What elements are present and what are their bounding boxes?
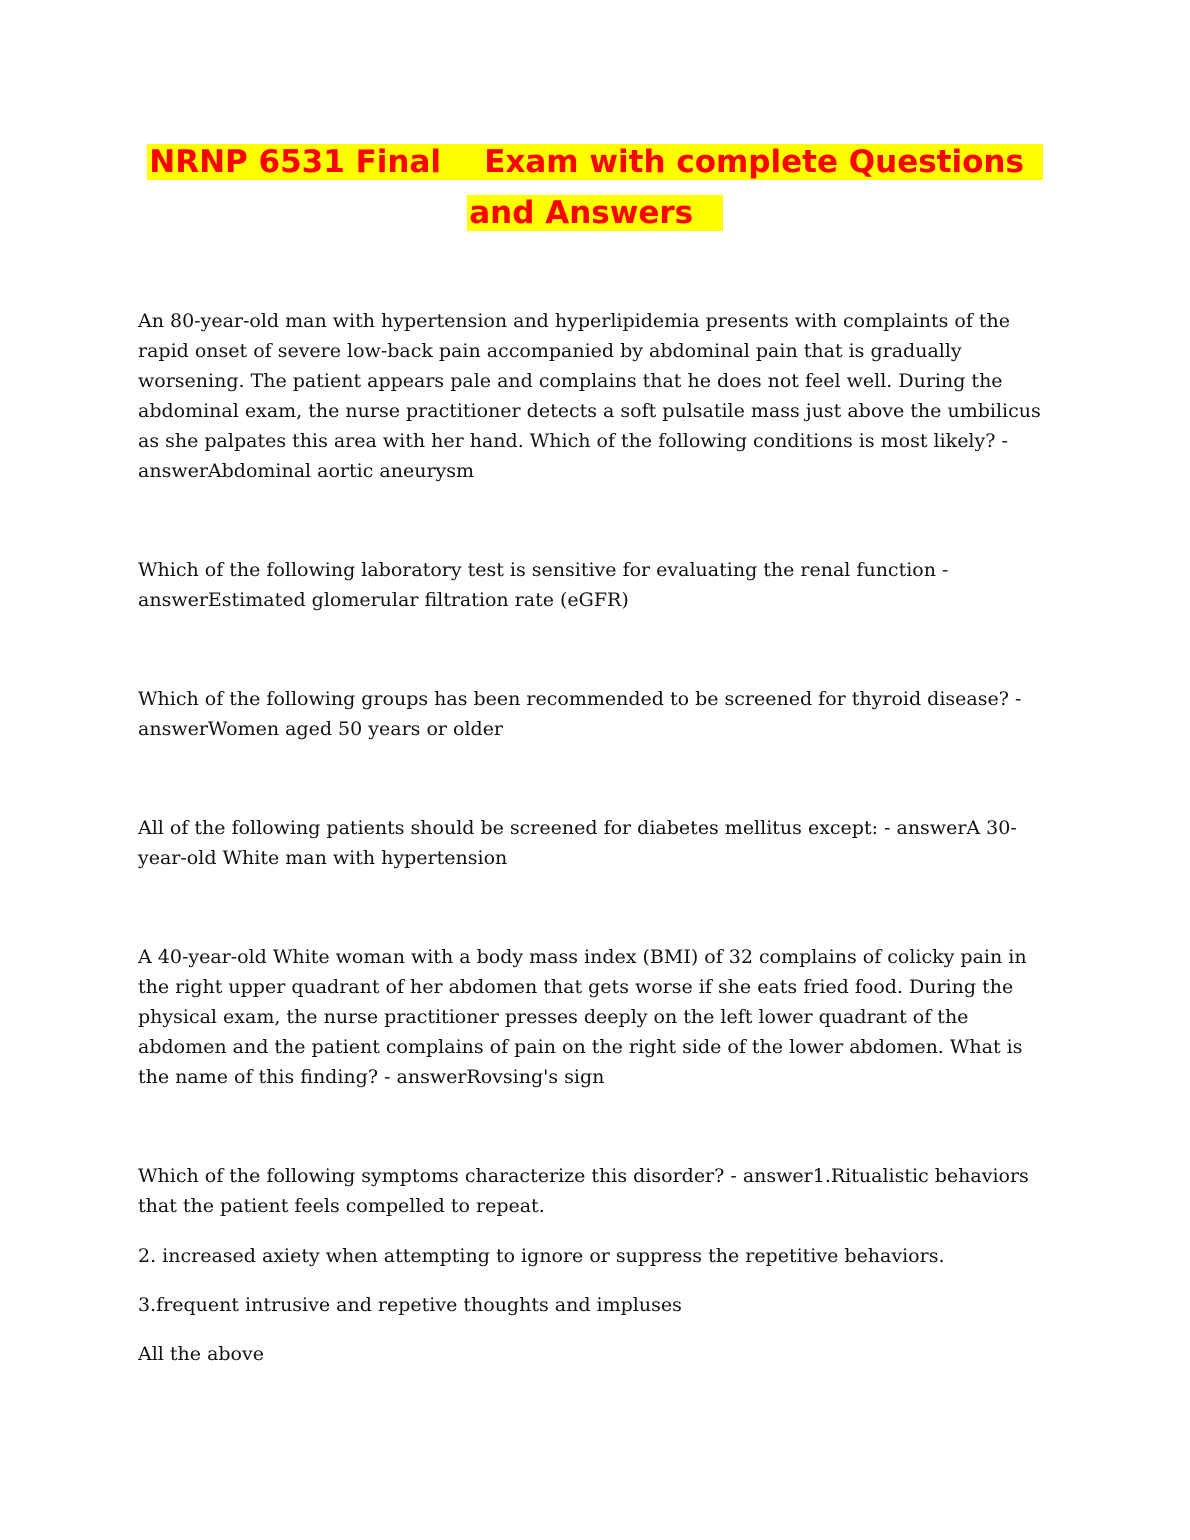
question-4: All of the following patients should be screened for diabetes mellitus except: - answerA 30-year-old White man with hypertension <box>138 817 1017 869</box>
title-line-2 <box>0 188 1190 239</box>
title-highlight-2: and Answers <box>467 195 722 231</box>
title-highlight-1: NRNP 6531 Final Exam with complete Questions <box>147 144 1042 180</box>
answer-list-item-3: 3.frequent intrusive and repetive thoughts and impluses <box>138 1294 682 1316</box>
question-5: A 40-year-old White woman with a body mass index (BMI) of 32 complains of colicky pain in the right upper quadrant of her abdomen that gets worse if she eats fried food. During the physical exam, the nurse practitioner presses deeply on the left lower quadrant of the abdomen and the patient complains of pain on the right side of the lower abdomen. What is the name of this finding? - answerRovsing's sign <box>138 946 1027 1088</box>
question-1: An 80-year-old man with hypertension and hyperlipidemia presents with complaints of the rapid onset of severe low-back pain accompanied by abdominal pain that is gradually worsening. The patient appears pale and complains that he does not feel well. During the abdominal exam, the nurse practitioner detects a soft pulsatile mass just above the umbilicus as she palpates this area with her hand. Which of the following conditions is most likely? - answerAbdominal aortic aneurysm <box>138 310 1041 482</box>
document-title <box>0 137 1190 239</box>
question-2: Which of the following laboratory test is sensitive for evaluating the renal function - answerEstimated glomerular filtration rate (eGFR) <box>138 559 949 611</box>
answer-list-item-2: 2. increased axiety when attempting to ignore or suppress the repetitive behaviors. <box>138 1245 945 1267</box>
question-3: Which of the following groups has been recommended to be screened for thyroid disease? - answerWomen aged 50 years or older <box>138 688 1022 740</box>
title-line-1 <box>0 137 1190 188</box>
question-6: Which of the following symptoms characterize this disorder? - answer1.Ritualistic behaviors that the patient feels compelled to repeat. <box>138 1165 1029 1217</box>
answer-all-above: All the above <box>138 1343 264 1365</box>
